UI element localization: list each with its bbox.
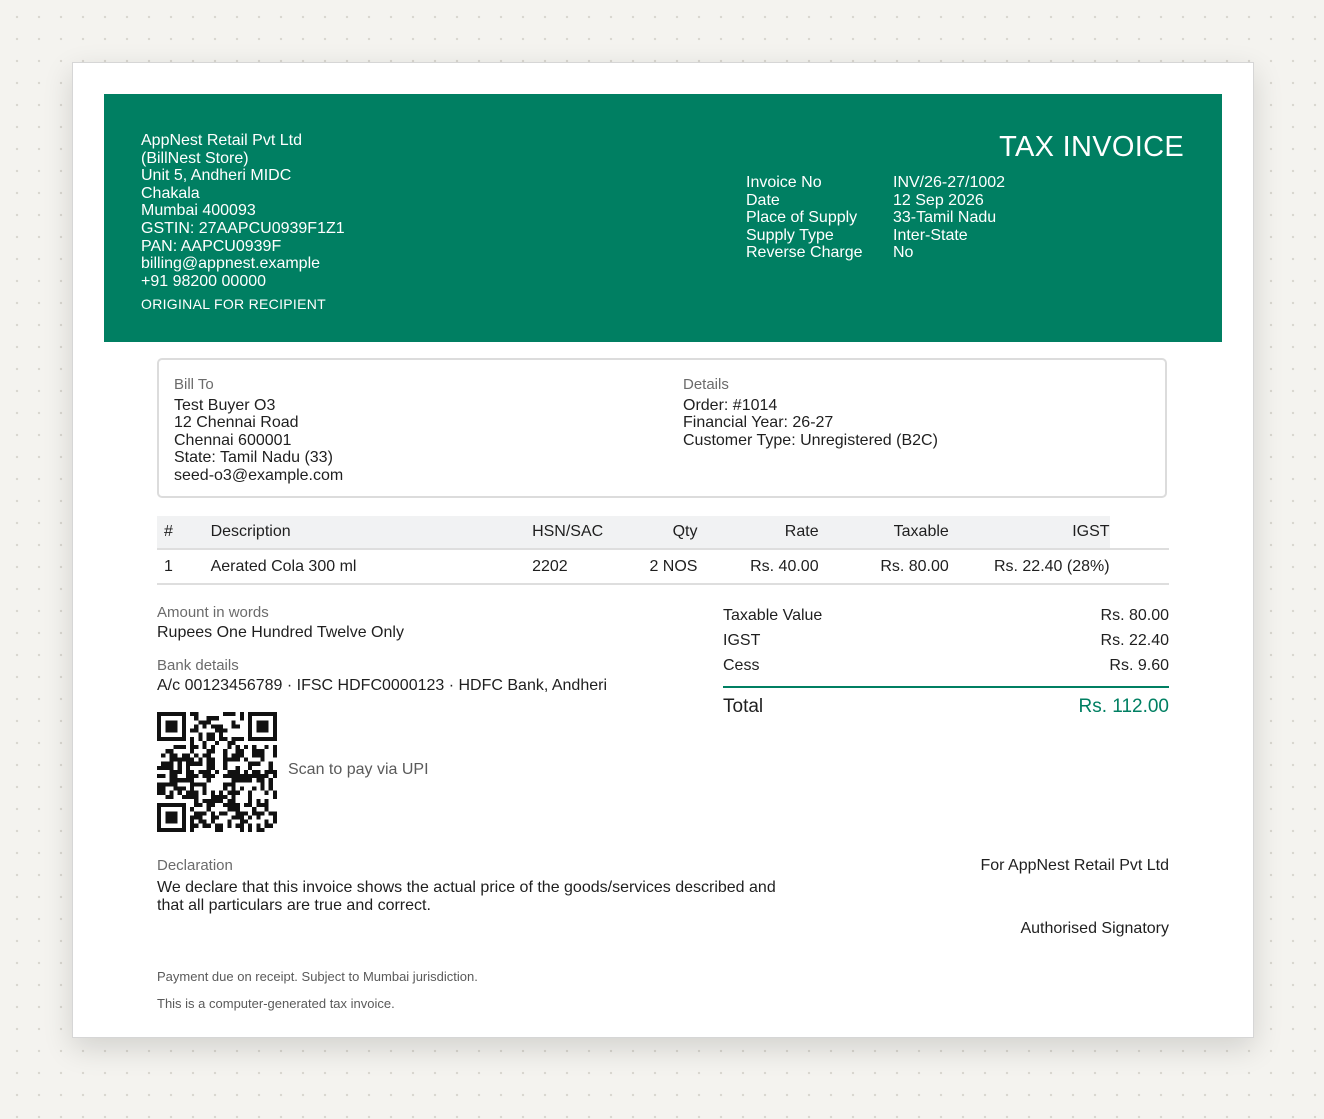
total-row-value: Rs. 80.00 xyxy=(1100,607,1169,624)
customer-type: Customer Type: Unregistered (B2C) xyxy=(683,431,938,449)
seller-gstin: GSTIN: 27AAPCU0939F1Z1 xyxy=(141,219,345,237)
signatory-company: For AppNest Retail Pvt Ltd xyxy=(980,857,1169,874)
invoice-date: 12 Sep 2026 xyxy=(893,191,984,209)
seller-address-line: Unit 5, Andheri MIDC xyxy=(141,167,292,185)
col-igst: IGST xyxy=(949,516,1110,549)
buyer-state: State: Tamil Nadu (33) xyxy=(174,449,333,467)
details-label: Details xyxy=(683,376,729,393)
bill-to xyxy=(174,376,343,485)
grand-total-label: Total xyxy=(723,696,764,717)
meta-row xyxy=(746,192,1005,210)
header-spacer xyxy=(1110,516,1169,549)
item-taxable: Rs. 80.00 xyxy=(819,549,949,584)
col-index: # xyxy=(157,516,211,549)
total-row-value: Rs. 22.40 xyxy=(1100,632,1169,649)
total-row-label: IGST xyxy=(723,632,761,649)
footer-notes xyxy=(157,963,478,1017)
meta-label: Reverse Charge xyxy=(746,244,863,262)
meta-label: Invoice No xyxy=(746,174,822,191)
order-number: Order: #1014 xyxy=(683,396,778,414)
meta-row xyxy=(746,209,1005,227)
total-row-taxable xyxy=(723,606,1169,631)
meta-label: Date xyxy=(746,191,780,209)
col-description: Description xyxy=(211,516,532,549)
declaration-text: We declare that this invoice shows the actual price of the goods/services described and that all particulars are true and correct. xyxy=(157,879,776,914)
invoice-number: INV/26-27/1002 xyxy=(893,174,1006,191)
financial-year: Financial Year: 26-27 xyxy=(683,414,834,432)
table-row xyxy=(157,549,1169,584)
computer-generated-note: This is a computer-generated tax invoice. xyxy=(157,996,395,1011)
col-rate: Rate xyxy=(697,516,818,549)
seller-block xyxy=(141,132,345,314)
total-row-cess xyxy=(723,656,1169,681)
bank-details-value: A/c 00123456789 · IFSC HDFC0000123 · HDFC Bank, Andheri xyxy=(157,677,608,694)
totals-block xyxy=(723,606,1169,718)
item-qty: 2 NOS xyxy=(612,549,697,584)
buyer-name: Test Buyer O3 xyxy=(174,396,276,414)
item-index: 1 xyxy=(157,549,211,584)
grand-total-row xyxy=(723,696,1169,718)
party-box xyxy=(157,358,1167,498)
declaration-label: Declaration xyxy=(157,857,233,874)
invoice-page xyxy=(72,62,1254,1038)
declaration xyxy=(157,857,797,915)
items-table xyxy=(157,516,1169,585)
item-igst: Rs. 22.40 (28%) xyxy=(949,549,1110,584)
item-description: Aerated Cola 300 ml xyxy=(211,549,532,584)
meta-label: Supply Type xyxy=(746,226,834,244)
col-taxable: Taxable xyxy=(819,516,949,549)
authorised-signatory: Authorised Signatory xyxy=(1020,920,1169,937)
place-of-supply: 33-Tamil Nadu xyxy=(893,209,997,227)
meta-row xyxy=(746,227,1005,245)
meta-row xyxy=(746,174,1005,192)
bank-details-label: Bank details xyxy=(157,657,239,674)
seller-address-line: Chakala xyxy=(141,184,200,202)
amount-words-value: Rupees One Hundred Twelve Only xyxy=(157,624,404,641)
col-hsn: HSN/SAC xyxy=(532,516,612,549)
buyer-address: 12 Chennai Road xyxy=(174,414,299,432)
total-row-igst xyxy=(723,631,1169,656)
seller-city: Mumbai 400093 xyxy=(141,202,256,220)
seller-pan: PAN: AAPCU0939F xyxy=(141,237,282,255)
seller-phone: +91 98200 00000 xyxy=(141,272,267,290)
qr-caption: Scan to pay via UPI xyxy=(288,761,429,778)
bank-details xyxy=(157,656,607,696)
total-divider xyxy=(723,686,1169,688)
reverse-charge: No xyxy=(893,244,914,262)
invoice-meta xyxy=(746,174,1005,262)
amount-words-label: Amount in words xyxy=(157,604,269,621)
meta-row xyxy=(746,244,1005,262)
amount-in-words xyxy=(157,603,404,643)
seller-email: billing@appnest.example xyxy=(141,255,321,273)
invoice-header xyxy=(104,94,1222,342)
copy-label: ORIGINAL FOR RECIPIENT xyxy=(141,296,326,313)
grand-total-value: Rs. 112.00 xyxy=(1078,696,1169,717)
total-row-label: Cess xyxy=(723,657,760,674)
seller-name: AppNest Retail Pvt Ltd xyxy=(141,132,302,149)
item-rate: Rs. 40.00 xyxy=(697,549,818,584)
item-hsn: 2202 xyxy=(532,549,612,584)
order-details xyxy=(683,376,938,449)
items-header-row xyxy=(157,516,1169,549)
total-row-value: Rs. 9.60 xyxy=(1109,657,1169,674)
seller-store: (BillNest Store) xyxy=(141,149,249,167)
buyer-email: seed-o3@example.com xyxy=(174,466,344,484)
supply-type: Inter-State xyxy=(893,226,968,244)
buyer-city: Chennai 600001 xyxy=(174,431,292,449)
col-qty: Qty xyxy=(612,516,697,549)
row-spacer xyxy=(1110,549,1169,584)
upi-qr-code xyxy=(157,712,277,832)
bill-to-label: Bill To xyxy=(174,376,214,393)
meta-label: Place of Supply xyxy=(746,209,858,227)
payment-terms: Payment due on receipt. Subject to Mumbai jurisdiction. xyxy=(157,969,478,984)
document-title: TAX INVOICE xyxy=(999,131,1184,163)
total-row-label: Taxable Value xyxy=(723,607,823,624)
